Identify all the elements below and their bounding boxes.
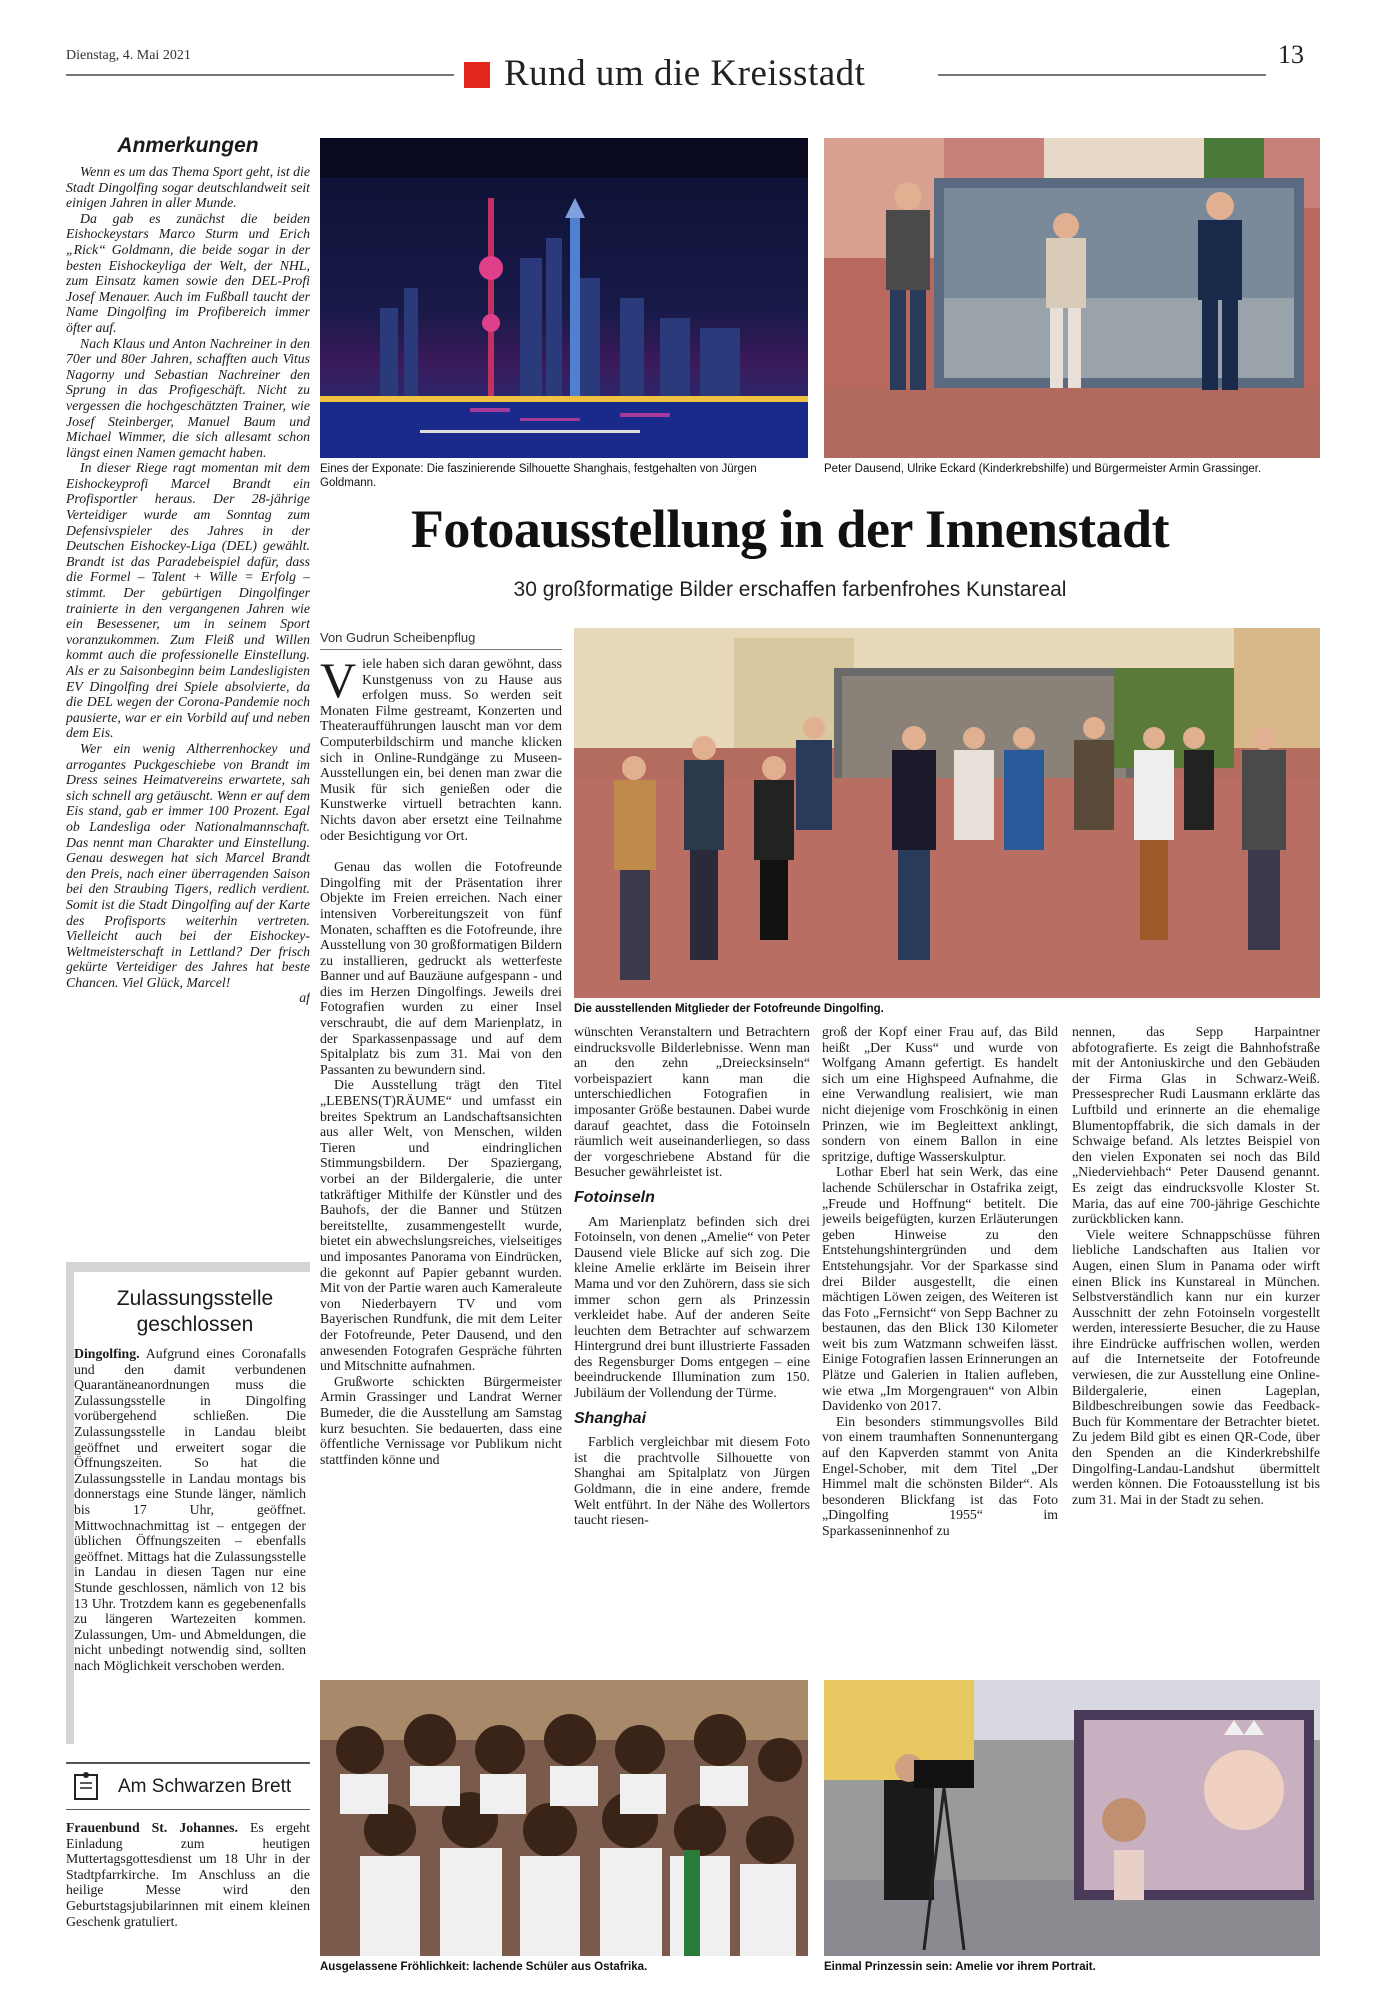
- board-title: Am Schwarzen Brett: [118, 1776, 292, 1797]
- photo-laughing-students: [320, 1680, 808, 1956]
- article-subheadline: 30 großformatige Bilder erschaffen farbenfrohes Kunstareal: [513, 578, 1067, 601]
- notice-text: Aufgrund eines Coronafalls und den damit verbundenen Quarantäneanordnungen muss die Zulassungsstelle in Dingolfing vorübergehend schließen. Die Zulassungsstelle in Landau bleibt geöffnet und erweitert sogar die Öffnungszeiten. So hat die Zulassungsstelle in Landau montags bis donnerstags eine Stunde länger, nämlich bis 17 Uhr, geöffnet. Mittwochnachmittag ist – entgegen der üblichen Öffnungszeiten – ebenfalls geöffnet. Mittags hat die Zulassungsstelle in Landau in diesen Tagen nur eine Stunde geschlossen, nämlich von 12 bis 13 Uhr. Trotzdem kann es gegebenenfalls zu längeren Wartezeiten kommen. Zulassungen, Um- und Abmeldungen, die nicht unbedingt notwendig sind, sollten nach Möglichkeit verschoben werden.: [74, 1346, 306, 1673]
- header-rule-left: [66, 74, 454, 76]
- caption-amelie: Einmal Prinzessin sein: Amelie vor ihrem Portrait.: [824, 1961, 1096, 1973]
- article-column-3: [822, 1024, 1058, 1674]
- subheading-fotoinseln: Fotoinseln: [574, 1188, 655, 1206]
- article-column-2: [574, 1024, 810, 1674]
- commentary-author: af: [299, 990, 310, 1006]
- photo-group-members: [574, 628, 1320, 998]
- section-title: Rund um die Kreisstadt: [504, 53, 866, 94]
- section-marker: [464, 62, 490, 88]
- notice-box: [66, 1262, 310, 1744]
- board-header: [66, 1762, 310, 1810]
- issue-date: Dienstag, 4. Mai 2021: [66, 48, 191, 63]
- article-paragraph: Die Ausstellung trägt den Titel „LEBENS(T)RÄUME“ und umfasst ein breites Spektrum an Landschaftsansichten aus aller Welt, von Menschen, wilden Tieren und eindringlichen Stimmungsbildern. Der Spaziergang, vorbei an der Bildergalerie, die unter tatkräftiger Mithilfe der Künstler und des Bauhofs, der die Banner und Stützen bereitstellte, zusammengestellt wurde, bietet ein abwechslungsreiches, vielseitiges und imposantes Panorama von Eindrücken, die gekonnt auf Papier gebannt wurden. Mit von der Partie waren auch Kameraleute von Niederbayern TV und vom Bayerischen Rundfunk, die mit dem Leiter der Fotofreunde, Peter Dausend, und den anwesenden Fotografen Gespräche führten und Mitschnitte aufnahmen.: [320, 1077, 562, 1374]
- amelie-illustration: [824, 1680, 1320, 1956]
- article-byline: Von Gudrun Scheibenpflug: [320, 630, 562, 650]
- photo-shanghai-skyline: [320, 138, 808, 458]
- article-paragraph: nennen, das Sepp Harpaintner abfotografierte. Es zeigt die Bahnhofstraße mit der Antoniuskirche und den Gebäuden der Firma Glas in Schwarz-Weiß. Pressesprecher Rudi Lausmann erklärte das Luftbild und erinnerte an die ehemalige Blumentopffabrik, die sich damals in der Schwaige befand. Als letztes Beispiel von den vielen Exponaten sei noch das Bild „Niederviehbach“ Peter Dausend genannt. Es zeigt das eindrucksvolle Kloster St. Maria, das auf eine 700-jährige Geschichte zurückblicken kann.: [1072, 1024, 1320, 1227]
- photo-amelie-portrait: [824, 1680, 1320, 1956]
- pinned-note-icon: [70, 1770, 104, 1804]
- article-paragraph: Genau das wollen die Fotofreunde Dingolfing mit der Präsentation ihrer Objekte im Freien erreichen. Nach einer intensiven Vorbereitungszeit von fünf Monaten, schafften es die Fotofreunde, ihre Ausstellung von 30 großformatigen Bildern zu installieren, gedruckt als wetterfeste Banner und auf Bauzäune aufgespann - und dies im Herzen Dingolfings. Jeweils drei Fotografien wurden zu einer Insel verschraubt, die auf dem Marienplatz, in der Sparkassenpassage und auf dem Spitalplatz bis zum 31. Mai von den Passanten zu bewundern sind.: [320, 859, 562, 1077]
- notice-body: [74, 1346, 306, 1736]
- commentary-paragraph: Nach Klaus und Anton Nachreiner in den 70er und 80er Jahren, schafften auch Vitus Nagorny und Sebastian Nachreiner den Sprung in das Profigeschäft. Nicht zu vergessen die hochgeschätzten Trainer, wie Josef Steinberger, Manuel Baum und Michael Wimmer, die sich allesamt schon längst einen Namen gemacht haben.: [66, 335, 310, 460]
- caption-students: Ausgelassene Fröhlichkeit: lachende Schüler aus Ostafrika.: [320, 1961, 648, 1973]
- shanghai-skyline-illustration: [320, 138, 808, 458]
- page-number: 13: [1278, 40, 1304, 69]
- article-paragraph: Am Marienplatz befinden sich drei Fotoinseln, von denen „Amelie“ von Peter Dausend viele Blicke auf sich zog. Die kleine Amelie erklärte im Beisein ihrer Mama und vor den Zuhörern, dass sie sich immer schon gern als Prinzessin verkleidet habe. Auf der anderen Seite leuchten dem Betrachter auf schwarzem Hintergrund drei bunt illustrierte Fassaden des Regensburger Doms entgegen – eine beeindruckende Illumination zum 150. Jubiläum der Vollendung der Türme.: [574, 1213, 810, 1401]
- article-paragraph: Ein besonders stimmungsvolles Bild von einem traumhaften Sonnenuntergang auf den Kapverden stammt von Anita Engel-Schober, mit dem Titel „Der Himmel malt die schönsten Bilder“. Als besonderen Blickfang ist das Foto „Dingolfing 1955“ im Sparkasseninnenhof zu: [822, 1413, 1058, 1538]
- commentary-column: [66, 134, 310, 1258]
- article-column-1: [320, 656, 562, 1754]
- commentary-paragraph: Da gab es zunächst die beiden Eishockeystars Marco Sturm und Erich „Rick“ Goldmann, die beide sogar in der besten Eishockeyliga der Welt, der NHL, zum Einsatz kamen sowie den DEL-Profi Josef Menauer. Auch im Fußball taucht der Name Dingolfing im Profibereich immer öfter auf.: [66, 210, 310, 335]
- board-text: Es ergeht Einladung zum heutigen Muttertagsgottesdienst um 18 Uhr in der Stadtpfarrkirche. Im Anschluss an die heilige Messe wird den Geburtstagsjubilarinnen mit einem kleinen Geschenk gratuliert.: [66, 1820, 310, 1929]
- board-lead: Frauenbund St. Johannes.: [66, 1820, 238, 1835]
- photo-three-persons: [824, 138, 1320, 458]
- caption-shanghai: Eines der Exponate: Die faszinierende Silhouette Shanghais, festgehalten von Jürgen Goldmann.: [320, 463, 757, 489]
- commentary-title: Anmerkungen: [117, 134, 259, 157]
- commentary-body: [66, 164, 310, 1258]
- commentary-paragraph: Wer ein wenig Altherrenhockey und arrogantes Puckgeschiebe von Brandt im Dress seines Heimatvereins erwartete, sah sich schnell arg getäuscht. Wenn er auf dem Eis stand, gab er immer 100 Prozent. Egal ob Landesliga oder Nationalmannschaft. Das nennt man Charakter und Einstellung. Genau deswegen hat sich Marcel Brandt den Preis, nach einer überragenden Saison bei den Straubing Tigers, redlich verdient. Somit ist die Stadt Dingolfing auf der Karte des Profisports weiterhin vertreten. Vielleicht auch bei der Eishockey-Weltmeisterschaft in Lettland? Der frisch gekürte Verteidiger des Jahres hat beste Chancen. Viel Glück, Marcel!: [66, 740, 310, 990]
- article-paragraph: groß der Kopf einer Frau auf, das Bild heißt „Der Kuss“ und wurde von Wolfgang Amann gefertigt. Es handelt sich um eine Highspeed Aufnahme, die eine Verwandlung realisiert, wie man nicht diejenige vom Froschkönig in einen Prinzen, wie im Begleittext anklingt, sondern von einem Ballon in eine spritzige, duftige Wasserskulptur.: [822, 1024, 1058, 1164]
- caption-trio: Peter Dausend, Ulrike Eckard (Kinderkrebshilfe) und Bürgermeister Armin Grassinger.: [824, 463, 1262, 475]
- subheading-shanghai: Shanghai: [574, 1409, 647, 1427]
- trio-illustration: [824, 138, 1320, 458]
- notice-lead: Dingolfing.: [74, 1346, 140, 1361]
- article-paragraph: iele haben sich daran gewöhnt, dass Kunstgenuss von zu Hause aus erfolgen muss. So werden seit Monaten Filme gestreamt, Konzerten und Theateraufführungen lauscht man vor dem Computerbildschirm und manche klicken sich in Online-Rundgänge zu Museen-Ausstellungen ein, bei denen man zwar die Musik für sich genießen oder die Kunstwerke virtuell betrachten kann. Nichts davon aber ersetzt eine Teilnahme oder Besichtigung vor Ort.: [320, 656, 562, 843]
- header-rule-right: [938, 74, 1266, 76]
- article-paragraph: wünschten Veranstaltern und Betrachtern eindrucksvolle Bilderlebnisse. Wenn man an den zehn „Dreiecksinseln“ vorbeispaziert kann man die unterschiedlichen Fotografien in imposanter Größe bestaunen. Dabei wurde darauf geachtet, dass die Fotoinseln räumlich weit auseinanderliegen, so dass der vorgeschriebene Abstand für die Besucher gewährleistet ist.: [574, 1024, 810, 1180]
- article-paragraph: Farblich vergleichbar mit diesem Foto ist die prachtvolle Silhouette von Shanghai am Spitalplatz von Jürgen Goldmann, die in eine andere, fremde Welt entführt. In der Nähe des Wollertors taucht riesen-: [574, 1434, 810, 1528]
- group-illustration: [574, 628, 1320, 998]
- commentary-paragraph: In dieser Riege ragt momentan mit dem Eishockeyprofi Marcel Brandt ein Profisportler heraus. Der 28-jährige Verteidiger wurde am Sonntag zum Defensivspieler des Jahres in der Deutschen Eishockey-Liga (DEL) gewählt. Brandt ist das Paradebeispiel dafür, dass die Formel – Talent + Wille = Erfolg – stimmt. Der gebürtigen Dingolfinger trainierte in den vergangenen Jahren wie ein Besessener, um in seinem Sport voranzukommen. Zum Fleiß und Willen kommt auch die professionelle Einstellung. Als er zu Saisonbeginn beim Landesligisten EV Dingolfing drei Spiele absolvierte, da die DEL wegen der Corona-Pandemie noch pausierte, war er ein Vorbild auf und neben dem Eis.: [66, 460, 310, 741]
- article-paragraph: Lothar Eberl hat sein Werk, das eine lachende Schülerschar in Ostafrika zeigt, „Freude und Hoffnung“ betitelt. Die jeweils beigefügten, kurzen Erläuterungen geben Hinweise zu den Entstehungshintergründen und dem Entstehungsjahr. Vor der Sparkasse sind drei Bilder ausgestellt, die einen mächtigen Löwen zeigen, des Weiteren ist das Foto „Fernsicht“ von Sepp Bachner zu bestaunen, das den Blick 130 Kilometer weit bis zum Watzmann schweifen lässt. Einige Fotografien lassen Erinnerungen an Plätze und Galerien in Italien aufleben, wie etwa „Im Morgengrauen“ von Albin Davidenko von 2017.: [822, 1164, 1058, 1414]
- article-column-4: [1072, 1024, 1320, 1674]
- article-dropcap: V: [320, 656, 357, 708]
- article-paragraph: Viele weitere Schnappschüsse führen liebliche Landschaften aus Italien vor Augen, einen Slum in Panama oder wirft einen Blick ins Kunstareal in München. Selbstverständlich kann nur ein kurzer Ausschnitt der zehn Fotoinseln vorgestellt werden, interessierte Besucher, die zu Hause ihre Eindrücke auffrischen wollen, werden auf die Internetseite der Fotofreunde verwiesen, die zur Ausstellung eine Online-Bildergalerie, einen Lageplan, Bildbeschreibungen sowie das Feedback-Buch für Kommentare der Betrachter bietet. Zu jedem Bild gibt es einen QR-Code, über den Spenden an die Kinderkrebshilfe Dingolfing-Landau-Landshut übermittelt werden können. Die Fotoausstellung ist bis zum 31. Mai in der Stadt zu sehen.: [1072, 1226, 1320, 1507]
- caption-group: Die ausstellenden Mitglieder der Fotofreunde Dingolfing.: [574, 1003, 884, 1015]
- article-headline: Fotoausstellung in der Innenstadt: [410, 499, 1170, 559]
- article-paragraph: Grußworte schickten Bürgermeister Armin Grassinger und Landrat Werner Bumeder, die die Ausstellung am Samstag kurz besuchten. Sie bedauerten, dass eine öffentliche Vernissage vor Publikum nicht stattfinden könne und: [320, 1373, 562, 1467]
- commentary-paragraph: Wenn es um das Thema Sport geht, ist die Stadt Dingolfing sogar deutschlandweit seit einigen Jahren in aller Munde.: [66, 164, 310, 211]
- board-body: [66, 1820, 310, 1970]
- notice-title: Zulassungsstelle geschlossen: [116, 1287, 274, 1336]
- students-illustration: [320, 1680, 808, 1956]
